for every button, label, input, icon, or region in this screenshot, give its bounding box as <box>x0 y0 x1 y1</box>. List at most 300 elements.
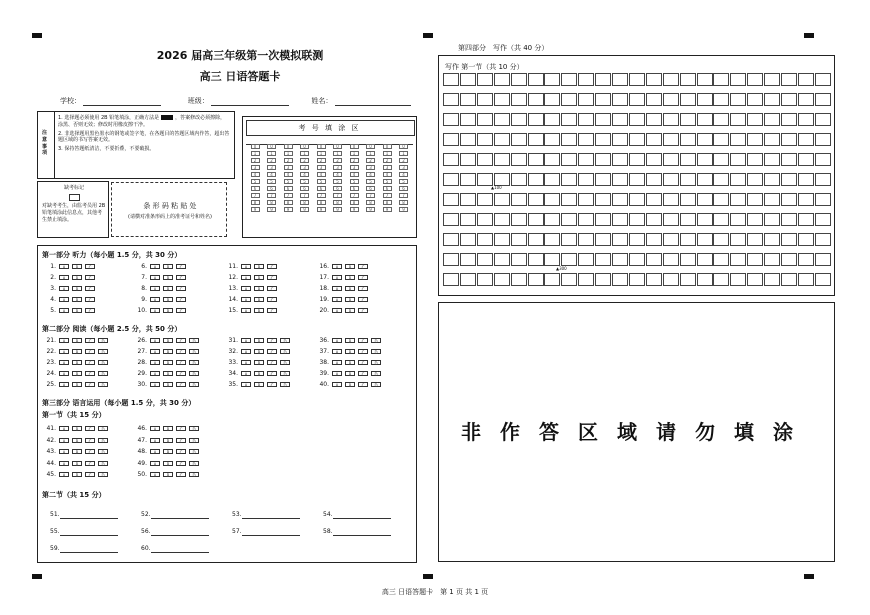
exam-id-bubble[interactable]: 2 <box>366 158 375 163</box>
writing-cell[interactable] <box>460 153 476 166</box>
answer-bubble[interactable]: A <box>59 308 69 313</box>
answer-bubble[interactable]: D <box>98 438 108 443</box>
writing-cell[interactable] <box>511 153 527 166</box>
writing-cell[interactable] <box>595 193 611 206</box>
exam-id-bubble[interactable]: 4 <box>317 172 326 177</box>
exam-id-bubble[interactable]: 1 <box>366 151 375 156</box>
answer-bubble[interactable]: C <box>358 338 368 343</box>
exam-id-bubble[interactable]: 9 <box>350 207 359 212</box>
writing-cell[interactable] <box>815 113 831 126</box>
writing-cell[interactable] <box>764 113 780 126</box>
writing-cell[interactable] <box>798 273 814 286</box>
writing-cell[interactable] <box>578 253 594 266</box>
writing-cell[interactable] <box>511 193 527 206</box>
writing-cell[interactable] <box>528 133 544 146</box>
exam-id-bubble[interactable]: 7 <box>300 193 309 198</box>
answer-bubble[interactable]: B <box>72 461 82 466</box>
writing-cell[interactable] <box>646 73 662 86</box>
writing-cell[interactable] <box>494 233 510 246</box>
answer-bubble[interactable]: C <box>85 286 95 291</box>
writing-cell[interactable] <box>646 113 662 126</box>
writing-cell[interactable] <box>815 73 831 86</box>
writing-cell[interactable] <box>477 153 493 166</box>
writing-cell[interactable] <box>561 133 577 146</box>
writing-cell[interactable] <box>477 233 493 246</box>
answer-bubble[interactable]: B <box>72 472 82 477</box>
exam-id-bubble[interactable]: 5 <box>333 179 342 184</box>
answer-bubble[interactable]: C <box>85 382 95 387</box>
exam-id-bubble[interactable]: 7 <box>350 193 359 198</box>
answer-bubble[interactable]: B <box>345 275 355 280</box>
writing-cell[interactable] <box>680 273 696 286</box>
answer-bubble[interactable]: B <box>163 297 173 302</box>
exam-id-bubble[interactable]: 8 <box>267 200 276 205</box>
exam-id-bubble[interactable]: 7 <box>399 193 408 198</box>
answer-bubble[interactable]: C <box>85 449 95 454</box>
answer-bubble[interactable]: A <box>59 371 69 376</box>
answer-bubble[interactable]: B <box>163 360 173 365</box>
answer-bubble[interactable]: C <box>85 426 95 431</box>
answer-bubble[interactable]: A <box>241 286 251 291</box>
writing-cell[interactable] <box>815 93 831 106</box>
answer-bubble[interactable]: A <box>332 286 342 291</box>
answer-bubble[interactable]: D <box>189 382 199 387</box>
writing-cell[interactable] <box>544 233 560 246</box>
answer-bubble[interactable]: B <box>72 438 82 443</box>
writing-cell[interactable] <box>713 213 729 226</box>
writing-cell[interactable] <box>443 93 459 106</box>
writing-cell[interactable] <box>781 93 797 106</box>
writing-cell[interactable] <box>781 73 797 86</box>
writing-cell[interactable] <box>595 173 611 186</box>
answer-bubble[interactable]: C <box>358 264 368 269</box>
writing-cell[interactable] <box>764 133 780 146</box>
writing-cell[interactable] <box>528 193 544 206</box>
writing-cell[interactable] <box>528 153 544 166</box>
writing-cell[interactable] <box>595 113 611 126</box>
answer-bubble[interactable]: C <box>358 286 368 291</box>
answer-bubble[interactable]: D <box>189 371 199 376</box>
exam-id-bubble[interactable]: 7 <box>251 193 260 198</box>
answer-bubble[interactable]: C <box>176 438 186 443</box>
writing-cell[interactable] <box>460 93 476 106</box>
exam-id-bubble[interactable]: 0 <box>333 144 342 149</box>
answer-bubble[interactable]: D <box>280 349 290 354</box>
writing-cell[interactable] <box>561 233 577 246</box>
answer-bubble[interactable]: C <box>85 308 95 313</box>
writing-cell[interactable] <box>781 193 797 206</box>
writing-cell[interactable] <box>747 193 763 206</box>
answer-bubble[interactable]: A <box>59 461 69 466</box>
exam-id-bubble[interactable]: 3 <box>333 165 342 170</box>
answer-bubble[interactable]: A <box>150 286 160 291</box>
answer-bubble[interactable]: A <box>150 438 160 443</box>
answer-bubble[interactable]: B <box>163 472 173 477</box>
writing-cell[interactable] <box>730 153 746 166</box>
answer-bubble[interactable]: B <box>345 297 355 302</box>
writing-cell[interactable] <box>629 253 645 266</box>
writing-cell[interactable] <box>578 273 594 286</box>
answer-bubble[interactable]: D <box>371 382 381 387</box>
writing-cell[interactable] <box>477 73 493 86</box>
answer-bubble[interactable]: C <box>176 461 186 466</box>
answer-bubble[interactable]: A <box>241 264 251 269</box>
writing-cell[interactable] <box>528 113 544 126</box>
exam-id-bubble[interactable]: 4 <box>267 172 276 177</box>
answer-bubble[interactable]: D <box>189 338 199 343</box>
writing-cell[interactable] <box>494 73 510 86</box>
writing-cell[interactable] <box>595 253 611 266</box>
answer-bubble[interactable]: C <box>176 472 186 477</box>
exam-id-bubble[interactable]: 2 <box>399 158 408 163</box>
writing-cell[interactable] <box>697 273 713 286</box>
writing-cell[interactable] <box>747 133 763 146</box>
writing-cell[interactable] <box>544 93 560 106</box>
exam-id-bubble[interactable]: 0 <box>267 144 276 149</box>
writing-cell[interactable] <box>697 73 713 86</box>
answer-bubble[interactable]: B <box>254 360 264 365</box>
exam-id-bubble[interactable]: 6 <box>366 186 375 191</box>
writing-cell[interactable] <box>544 253 560 266</box>
writing-cell[interactable] <box>460 173 476 186</box>
writing-cell[interactable] <box>494 93 510 106</box>
writing-cell[interactable] <box>713 133 729 146</box>
exam-id-bubble[interactable]: 9 <box>284 207 293 212</box>
writing-cell[interactable] <box>747 253 763 266</box>
writing-cell[interactable] <box>730 233 746 246</box>
writing-cell[interactable] <box>781 173 797 186</box>
answer-bubble[interactable]: A <box>241 308 251 313</box>
writing-cell[interactable] <box>561 273 577 286</box>
answer-bubble[interactable]: C <box>85 349 95 354</box>
answer-bubble[interactable]: A <box>150 275 160 280</box>
exam-id-bubble[interactable]: 7 <box>366 193 375 198</box>
writing-cell[interactable] <box>578 73 594 86</box>
answer-bubble[interactable]: D <box>280 338 290 343</box>
exam-id-bubble[interactable]: 8 <box>251 200 260 205</box>
exam-id-bubble[interactable]: 8 <box>350 200 359 205</box>
answer-bubble[interactable]: A <box>332 360 342 365</box>
exam-id-bubble[interactable]: 8 <box>284 200 293 205</box>
answer-bubble[interactable]: C <box>176 426 186 431</box>
writing-cell[interactable] <box>646 153 662 166</box>
exam-id-bubble[interactable]: 0 <box>366 144 375 149</box>
exam-id-bubble[interactable]: 3 <box>383 165 392 170</box>
writing-cell[interactable] <box>629 133 645 146</box>
answer-bubble[interactable]: C <box>85 338 95 343</box>
exam-id-bubble[interactable]: 3 <box>284 165 293 170</box>
answer-bubble[interactable]: C <box>358 297 368 302</box>
exam-id-bubble[interactable]: 2 <box>300 158 309 163</box>
writing-cell[interactable] <box>561 153 577 166</box>
answer-bubble[interactable]: A <box>59 472 69 477</box>
writing-cell[interactable] <box>595 233 611 246</box>
answer-bubble[interactable]: D <box>189 472 199 477</box>
writing-cell[interactable] <box>798 93 814 106</box>
writing-cell[interactable] <box>544 193 560 206</box>
writing-cell[interactable] <box>511 273 527 286</box>
answer-bubble[interactable]: C <box>85 472 95 477</box>
writing-cell[interactable] <box>764 153 780 166</box>
writing-cell[interactable] <box>680 173 696 186</box>
exam-id-bubble[interactable]: 1 <box>284 151 293 156</box>
exam-id-bubble[interactable]: 9 <box>333 207 342 212</box>
writing-cell[interactable] <box>561 73 577 86</box>
writing-cell[interactable] <box>663 73 679 86</box>
writing-cell[interactable] <box>697 153 713 166</box>
writing-cell[interactable] <box>443 133 459 146</box>
answer-bubble[interactable]: C <box>176 264 186 269</box>
writing-cell[interactable] <box>578 93 594 106</box>
writing-cell[interactable] <box>815 213 831 226</box>
answer-bubble[interactable]: C <box>176 371 186 376</box>
exam-id-bubble[interactable]: 5 <box>399 179 408 184</box>
writing-cell[interactable] <box>713 93 729 106</box>
exam-id-bubble[interactable]: 0 <box>399 144 408 149</box>
answer-bubble[interactable]: C <box>176 297 186 302</box>
answer-bubble[interactable]: A <box>150 264 160 269</box>
answer-bubble[interactable]: C <box>267 264 277 269</box>
writing-cell[interactable] <box>815 173 831 186</box>
writing-cell[interactable] <box>612 253 628 266</box>
answer-bubble[interactable]: B <box>345 286 355 291</box>
writing-cell[interactable] <box>764 273 780 286</box>
answer-bubble[interactable]: B <box>254 371 264 376</box>
answer-bubble[interactable]: B <box>163 461 173 466</box>
answer-bubble[interactable]: B <box>72 426 82 431</box>
writing-cell[interactable] <box>561 193 577 206</box>
writing-cell[interactable] <box>730 193 746 206</box>
writing-cell[interactable] <box>561 113 577 126</box>
answer-bubble[interactable]: C <box>85 360 95 365</box>
writing-cell[interactable] <box>460 233 476 246</box>
writing-cell[interactable] <box>578 233 594 246</box>
answer-bubble[interactable]: C <box>267 297 277 302</box>
writing-cell[interactable] <box>646 213 662 226</box>
writing-cell[interactable] <box>781 153 797 166</box>
answer-bubble[interactable]: A <box>332 297 342 302</box>
writing-cell[interactable] <box>730 113 746 126</box>
exam-id-bubble[interactable]: 0 <box>383 144 392 149</box>
writing-cell[interactable] <box>612 153 628 166</box>
answer-bubble[interactable]: B <box>163 308 173 313</box>
writing-cell[interactable] <box>595 93 611 106</box>
exam-id-bubble[interactable]: 6 <box>284 186 293 191</box>
answer-bubble[interactable]: B <box>163 438 173 443</box>
writing-cell[interactable] <box>544 133 560 146</box>
writing-cell[interactable] <box>798 113 814 126</box>
writing-cell[interactable] <box>595 133 611 146</box>
answer-bubble[interactable]: C <box>358 275 368 280</box>
exam-id-bubble[interactable]: 5 <box>366 179 375 184</box>
blank-answer-line[interactable] <box>333 511 391 519</box>
writing-cell[interactable] <box>815 253 831 266</box>
answer-bubble[interactable]: D <box>98 349 108 354</box>
answer-bubble[interactable]: B <box>163 349 173 354</box>
answer-bubble[interactable]: A <box>332 382 342 387</box>
answer-bubble[interactable]: C <box>176 449 186 454</box>
writing-cell[interactable] <box>460 73 476 86</box>
writing-cell[interactable] <box>443 193 459 206</box>
answer-bubble[interactable]: B <box>163 371 173 376</box>
answer-bubble[interactable]: B <box>72 264 82 269</box>
writing-cell[interactable] <box>815 193 831 206</box>
writing-cell[interactable] <box>663 273 679 286</box>
answer-bubble[interactable]: D <box>371 360 381 365</box>
answer-bubble[interactable]: D <box>98 426 108 431</box>
exam-id-bubble[interactable]: 9 <box>267 207 276 212</box>
answer-bubble[interactable]: A <box>241 338 251 343</box>
answer-bubble[interactable]: B <box>345 338 355 343</box>
exam-id-bubble[interactable]: 6 <box>399 186 408 191</box>
exam-id-bubble[interactable]: 7 <box>284 193 293 198</box>
answer-bubble[interactable]: A <box>150 461 160 466</box>
exam-id-bubble[interactable]: 5 <box>317 179 326 184</box>
answer-bubble[interactable]: B <box>163 338 173 343</box>
writing-cell[interactable] <box>663 213 679 226</box>
writing-cell[interactable] <box>680 253 696 266</box>
answer-bubble[interactable]: C <box>267 360 277 365</box>
writing-cell[interactable] <box>764 193 780 206</box>
writing-cell[interactable] <box>460 133 476 146</box>
writing-cell[interactable] <box>697 253 713 266</box>
absent-checkbox[interactable] <box>69 194 80 201</box>
answer-bubble[interactable]: C <box>176 360 186 365</box>
writing-cell[interactable] <box>460 113 476 126</box>
writing-cell[interactable] <box>477 253 493 266</box>
exam-id-bubble[interactable]: 1 <box>267 151 276 156</box>
writing-cell[interactable] <box>528 93 544 106</box>
writing-cell[interactable] <box>511 93 527 106</box>
writing-cell[interactable] <box>663 233 679 246</box>
writing-cell[interactable] <box>798 153 814 166</box>
answer-bubble[interactable]: A <box>59 438 69 443</box>
writing-cell[interactable] <box>578 133 594 146</box>
writing-cell[interactable] <box>663 133 679 146</box>
writing-cell[interactable] <box>730 93 746 106</box>
answer-bubble[interactable]: D <box>98 449 108 454</box>
writing-cell[interactable] <box>781 113 797 126</box>
exam-id-bubble[interactable]: 0 <box>251 144 260 149</box>
answer-bubble[interactable]: A <box>59 338 69 343</box>
answer-bubble[interactable]: A <box>150 472 160 477</box>
exam-id-bubble[interactable]: 3 <box>366 165 375 170</box>
blank-answer-line[interactable] <box>60 511 118 519</box>
writing-cell[interactable] <box>494 213 510 226</box>
answer-bubble[interactable]: A <box>150 349 160 354</box>
answer-bubble[interactable]: B <box>72 275 82 280</box>
writing-cell[interactable] <box>494 133 510 146</box>
exam-id-bubble[interactable]: 2 <box>333 158 342 163</box>
answer-bubble[interactable]: B <box>72 360 82 365</box>
answer-bubble[interactable]: B <box>345 360 355 365</box>
answer-bubble[interactable]: B <box>163 449 173 454</box>
exam-id-bubble[interactable]: 3 <box>300 165 309 170</box>
name-field[interactable] <box>335 105 411 106</box>
writing-cell[interactable] <box>730 133 746 146</box>
answer-bubble[interactable]: D <box>280 371 290 376</box>
exam-id-bubble[interactable]: 5 <box>251 179 260 184</box>
answer-bubble[interactable]: C <box>267 382 277 387</box>
answer-bubble[interactable]: A <box>150 338 160 343</box>
exam-id-bubble[interactable]: 7 <box>333 193 342 198</box>
answer-bubble[interactable]: D <box>280 360 290 365</box>
answer-bubble[interactable]: B <box>254 286 264 291</box>
exam-id-bubble[interactable]: 7 <box>383 193 392 198</box>
writing-cell[interactable] <box>663 93 679 106</box>
answer-bubble[interactable]: D <box>98 472 108 477</box>
answer-bubble[interactable]: C <box>267 338 277 343</box>
writing-cell[interactable] <box>646 273 662 286</box>
answer-bubble[interactable]: A <box>150 360 160 365</box>
writing-cell[interactable] <box>443 173 459 186</box>
answer-bubble[interactable]: B <box>254 349 264 354</box>
answer-bubble[interactable]: A <box>241 349 251 354</box>
answer-bubble[interactable]: C <box>176 308 186 313</box>
writing-cell[interactable] <box>730 173 746 186</box>
writing-cell[interactable] <box>578 173 594 186</box>
exam-id-bubble[interactable]: 2 <box>284 158 293 163</box>
exam-id-bubble[interactable]: 1 <box>317 151 326 156</box>
writing-cell[interactable] <box>680 153 696 166</box>
answer-bubble[interactable]: D <box>189 461 199 466</box>
writing-cell[interactable] <box>781 273 797 286</box>
writing-cell[interactable] <box>528 273 544 286</box>
writing-cell[interactable] <box>511 133 527 146</box>
answer-bubble[interactable]: A <box>332 371 342 376</box>
writing-cell[interactable] <box>629 193 645 206</box>
exam-id-bubble[interactable]: 3 <box>317 165 326 170</box>
answer-bubble[interactable]: C <box>267 308 277 313</box>
writing-cell[interactable] <box>612 133 628 146</box>
writing-cell[interactable] <box>460 273 476 286</box>
class-field[interactable] <box>211 105 289 106</box>
writing-cell[interactable] <box>798 253 814 266</box>
exam-id-bubble[interactable]: 0 <box>300 144 309 149</box>
exam-id-bubble[interactable]: 1 <box>350 151 359 156</box>
writing-cell[interactable] <box>477 193 493 206</box>
answer-bubble[interactable]: A <box>332 338 342 343</box>
writing-cell[interactable] <box>629 113 645 126</box>
writing-cell[interactable] <box>612 93 628 106</box>
writing-cell[interactable] <box>646 133 662 146</box>
exam-id-bubble[interactable]: 1 <box>399 151 408 156</box>
writing-cell[interactable] <box>798 193 814 206</box>
answer-bubble[interactable]: D <box>98 461 108 466</box>
writing-cell[interactable] <box>680 213 696 226</box>
answer-bubble[interactable]: A <box>59 449 69 454</box>
writing-cell[interactable] <box>612 213 628 226</box>
writing-cell[interactable] <box>443 233 459 246</box>
writing-cell[interactable] <box>713 153 729 166</box>
answer-bubble[interactable]: A <box>150 382 160 387</box>
answer-bubble[interactable]: C <box>358 371 368 376</box>
answer-bubble[interactable]: B <box>345 349 355 354</box>
answer-bubble[interactable]: B <box>163 286 173 291</box>
exam-id-bubble[interactable]: 4 <box>399 172 408 177</box>
answer-bubble[interactable]: A <box>150 426 160 431</box>
answer-bubble[interactable]: B <box>163 275 173 280</box>
exam-id-bubble[interactable]: 1 <box>300 151 309 156</box>
exam-id-bubble[interactable]: 1 <box>383 151 392 156</box>
exam-id-bubble[interactable]: 4 <box>350 172 359 177</box>
writing-cell[interactable] <box>528 173 544 186</box>
writing-cell[interactable] <box>544 153 560 166</box>
writing-cell[interactable] <box>713 273 729 286</box>
blank-answer-line[interactable] <box>242 528 300 536</box>
writing-cell[interactable] <box>747 273 763 286</box>
answer-bubble[interactable]: A <box>59 264 69 269</box>
